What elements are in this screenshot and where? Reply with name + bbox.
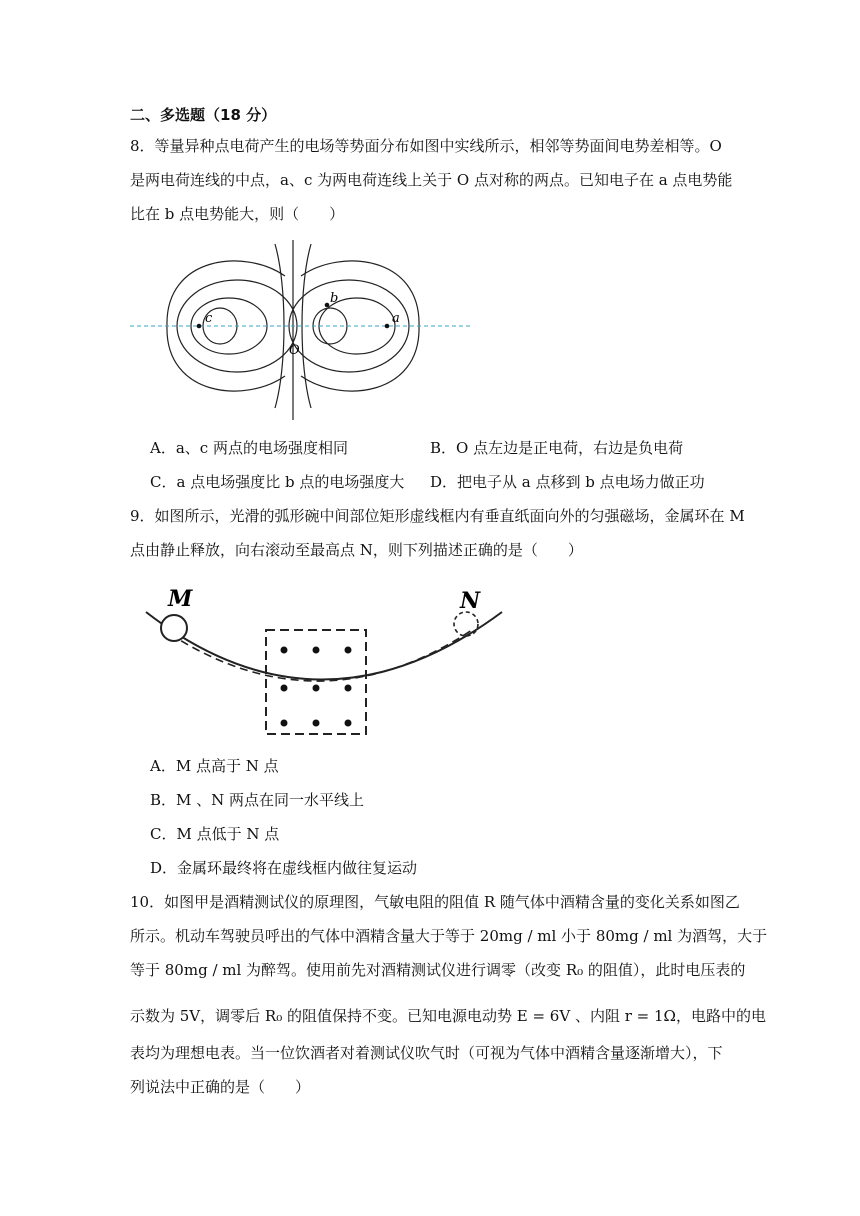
q10-stem-line-3: 等于 80mg / ml 为醉驾。使用前先对酒精测试仪进行调零（改变 R₀ 的阻值），此时电压表的 [130, 961, 746, 979]
q8-option-d[interactable]: D．把电子从 a 点移到 b 点电场力做正功 [430, 473, 705, 491]
q10-stem-line-6: 列说法中正确的是（ ） [130, 1078, 311, 1096]
q9-option-d[interactable]: D．金属环最终将在虚线框内做往复运动 [150, 859, 418, 877]
section-title: 二、多选题（18 分） [130, 106, 277, 124]
q10-stem-line-2: 所示。机动车驾驶员呼出的气体中酒精含量大于等于 20mg / ml 小于 80mg / ml 为酒驾，大于 [130, 927, 768, 945]
q9-option-b[interactable]: B．M 、N 两点在同一水平线上 [150, 791, 365, 809]
q10-stem-line-1: 10．如图甲是酒精测试仪的原理图，气敏电阻的阻值 R 随气体中酒精含量的变化关系如图乙 [130, 893, 740, 911]
q9-option-c[interactable]: C．M 点低于 N 点 [150, 825, 280, 843]
q10-stem-line-5: 表均为理想电表。当一位饮酒者对着测试仪吹气时（可视为气体中酒精含量逐渐增大），下 [130, 1044, 723, 1062]
q8-equipotential-figure [125, 236, 485, 426]
q10-stem-line-4: 示数为 5V，调零后 R₀ 的阻值保持不变。已知电源电动势 E = 6V 、内阻 r = 1Ω，电路中的电 [130, 1007, 766, 1025]
q9-stem-line-2: 点由静止释放，向右滚动至最高点 N，则下列描述正确的是（ ） [130, 541, 583, 559]
q8-stem-line-1: 8．等量异种点电荷产生的电场等势面分布如图中实线所示，相邻等势面间电势差相等。O [130, 137, 722, 155]
q8-option-b[interactable]: B．O 点左边是正电荷，右边是负电荷 [430, 439, 684, 457]
q9-stem-line-1: 9．如图所示，光滑的弧形碗中间部位矩形虚线框内有垂直纸面向外的匀强磁场，金属环在 M [130, 507, 745, 525]
q9-bowl-figure [140, 582, 520, 742]
label-m: M [168, 586, 193, 612]
label-a: a [392, 311, 400, 326]
label-c: c [205, 311, 213, 326]
label-b: b [330, 291, 339, 306]
q8-stem-line-2: 是两电荷连线的中点，a、c 为两电荷连线上关于 O 点对称的两点。已知电子在 a 点电势能 [130, 171, 733, 189]
q8-stem-line-3: 比在 b 点电势能大，则（ ） [130, 205, 345, 223]
q9-option-a[interactable]: A．M 点高于 N 点 [150, 757, 279, 775]
q8-option-c[interactable]: C．a 点电场强度比 b 点的电场强度大 [150, 473, 405, 491]
label-o: O [289, 343, 300, 358]
label-n: N [460, 588, 481, 614]
q8-option-a[interactable]: A．a、c 两点的电场强度相同 [150, 439, 348, 457]
